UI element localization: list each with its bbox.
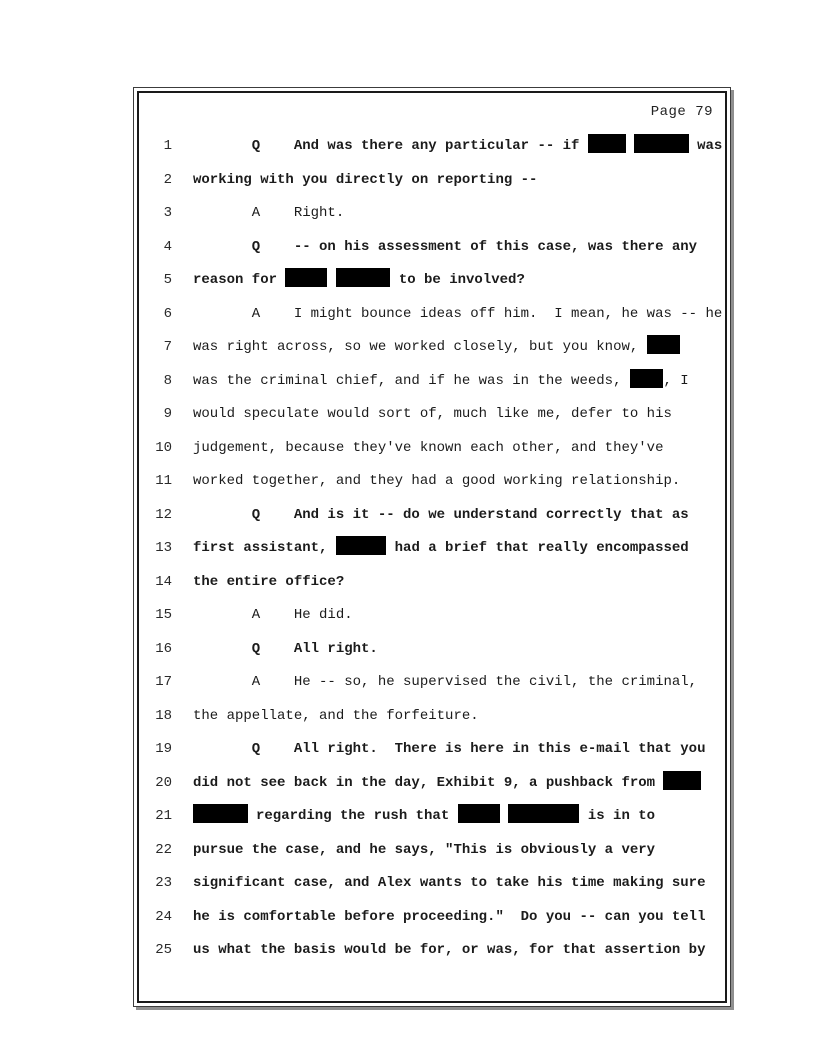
line-text: A He did.: [193, 607, 353, 623]
transcript-line: [139, 700, 725, 734]
line-number: 22: [155, 841, 172, 858]
line-number: 11: [155, 473, 172, 489]
transcript-line: [139, 130, 725, 164]
line-text: A He -- so, he supervised the civil, the criminal,: [193, 674, 698, 690]
transcript-line: [139, 164, 725, 198]
line-number: 17: [155, 674, 172, 690]
line-number: 8: [163, 372, 172, 389]
line-text: first assistant, had a brief that really encompassed: [193, 532, 689, 566]
line-number: 9: [163, 406, 172, 422]
line-text: judgement, because they've known each other, and they've: [193, 439, 664, 456]
line-text: Q All right. There is here in this e-mail that you: [193, 741, 706, 757]
transcript-line: [139, 666, 725, 700]
line-text: Q -- on his assessment of this case, was there any: [193, 238, 698, 255]
line-number: 2: [163, 171, 172, 188]
redaction-box: [458, 804, 500, 823]
line-number: 24: [155, 908, 172, 925]
transcript-body: [139, 130, 725, 968]
transcript-line: [139, 767, 725, 801]
transcript-line: [139, 934, 725, 968]
transcript-line: [139, 432, 725, 466]
line-text: working with you directly on reporting --: [193, 171, 538, 188]
line-number: 7: [163, 339, 172, 355]
line-text: A I might bounce ideas off him. I mean, he was -- he: [193, 305, 723, 322]
line-text: worked together, and they had a good working relationship.: [193, 473, 681, 489]
transcript-frame: [133, 87, 731, 1007]
line-number: 1: [163, 138, 172, 154]
line-text: Q And is it -- do we understand correctly that as: [193, 506, 689, 523]
line-number: 14: [155, 573, 172, 590]
line-text: was the criminal chief, and if he was in the weeds, , I: [193, 365, 689, 399]
line-number: 5: [163, 272, 172, 288]
transcript-line: [139, 465, 725, 499]
line-number: 23: [155, 875, 172, 891]
transcript-line: [139, 365, 725, 399]
transcript-line: [139, 331, 725, 365]
transcript-line: [139, 264, 725, 298]
line-text: regarding the rush that is in to: [193, 800, 655, 834]
transcript-line: [139, 298, 725, 332]
line-number: 10: [155, 439, 172, 456]
transcript-line: [139, 197, 725, 231]
line-number: 15: [155, 607, 172, 623]
redaction-box: [336, 536, 386, 555]
transcript-line: [139, 566, 725, 600]
line-number: 21: [155, 808, 172, 824]
line-number: 19: [155, 741, 172, 757]
transcript-line: [139, 231, 725, 265]
line-text: A Right.: [193, 205, 345, 221]
redaction-box: [336, 268, 391, 287]
page-number-header: Page 79: [650, 104, 713, 120]
transcript-line: [139, 398, 725, 432]
line-text: was right across, so we worked closely, but you know,: [193, 331, 680, 365]
line-text: would speculate would sort of, much like me, defer to his: [193, 406, 672, 422]
transcript-line: [139, 901, 725, 935]
line-text: the appellate, and the forfeiture.: [193, 707, 479, 724]
line-number: 12: [155, 506, 172, 523]
transcript-line: [139, 499, 725, 533]
line-text: significant case, and Alex wants to take his time making sure: [193, 875, 706, 891]
line-text: Q And was there any particular -- if was: [193, 130, 722, 164]
line-number: 6: [163, 305, 172, 322]
transcript-line: [139, 800, 725, 834]
line-text: he is comfortable before proceeding." Do you -- can you tell: [193, 908, 706, 925]
transcript-line: [139, 867, 725, 901]
transcript-line: [139, 733, 725, 767]
transcript-line: [139, 532, 725, 566]
line-text: did not see back in the day, Exhibit 9, a pushback from: [193, 767, 701, 801]
transcript-line: [139, 834, 725, 868]
line-number: 4: [163, 238, 172, 255]
line-number: 3: [163, 205, 172, 221]
line-text: pursue the case, and he says, "This is obviously a very: [193, 841, 656, 858]
redaction-box: [588, 134, 626, 153]
redaction-box: [193, 804, 248, 823]
redaction-box: [634, 134, 689, 153]
line-text: us what the basis would be for, or was, for that assertion by: [193, 942, 706, 958]
redaction-box: [508, 804, 579, 823]
line-number: 25: [155, 942, 172, 958]
line-number: 18: [155, 707, 172, 724]
line-text: reason for to be involved?: [193, 264, 525, 298]
line-number: 16: [155, 640, 172, 657]
redaction-box: [663, 771, 701, 790]
line-text: the entire office?: [193, 573, 345, 590]
line-number: 13: [155, 540, 172, 556]
redaction-box: [647, 335, 681, 354]
line-text: Q All right.: [193, 640, 378, 657]
transcript-line: [139, 633, 725, 667]
redaction-box: [630, 369, 664, 388]
transcript-line: [139, 599, 725, 633]
redaction-box: [285, 268, 327, 287]
line-number: 20: [155, 774, 172, 791]
transcript-frame-inner: [137, 91, 727, 1003]
